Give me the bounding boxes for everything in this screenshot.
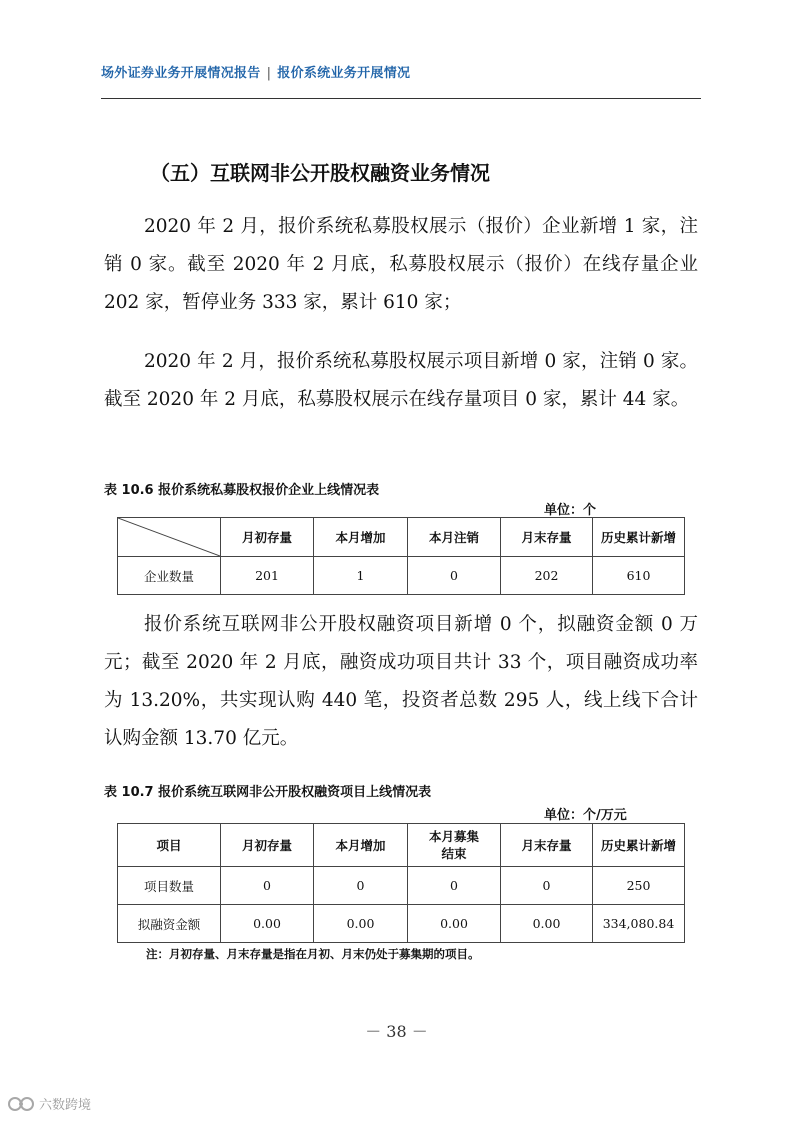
table-cell: 334,080.84 (593, 905, 685, 943)
running-header (101, 62, 410, 81)
header-separator: | (266, 66, 272, 81)
table-cell: 610 (593, 557, 685, 595)
table-header-row (118, 518, 685, 557)
table-cell: 0 (314, 867, 408, 905)
column-header: 本月募集结束 (408, 824, 501, 867)
column-header: 历史累计新增 (593, 824, 685, 867)
table-header-row (118, 824, 685, 867)
table-cell: 201 (221, 557, 314, 595)
paragraph: 报价系统互联网非公开股权融资项目新增 0 个，拟融资金额 0 万元；截至 2020 年 2 月底，融资成功项目共计 33 个，项目融资成功率为 13.20%，共实现认购 440 笔，投资者总数 295 人，线上线下合计认购金额 13.70 亿元。 (104, 614, 698, 749)
table-cell: 0.00 (501, 905, 593, 943)
table-cell: 0 (221, 867, 314, 905)
column-header: 本月注销 (408, 518, 501, 557)
table-cell: 0.00 (314, 905, 408, 943)
row-label: 拟融资金额 (118, 905, 221, 943)
table-cell: 0 (408, 867, 501, 905)
table-cell: 0.00 (408, 905, 501, 943)
table-caption: 表 10.7 报价系统互联网非公开股权融资项目上线情况表 (104, 785, 432, 800)
table-caption: 表 10.6 报价系统私募股权报价企业上线情况表 (104, 483, 380, 498)
table-cell: 0.00 (221, 905, 314, 943)
financing-project-table (117, 823, 685, 943)
row-label: 项目数量 (118, 867, 221, 905)
diagonal-corner-cell (118, 518, 221, 557)
table-cell: 202 (501, 557, 593, 595)
column-header: 历史累计新增 (593, 518, 685, 557)
table-unit: 单位：个 (544, 503, 597, 518)
page-number: － 38 － (365, 1022, 428, 1041)
table-cell: 250 (593, 867, 685, 905)
paragraph: 2020 年 2 月，报价系统私募股权展示（报价）企业新增 1 家，注销 0 家。截至 2020 年 2 月底，私募股权展示（报价）在线存量企业 202 家，暂停业务 333 家，累计 610 家； (104, 216, 698, 313)
table-row (118, 557, 685, 595)
table-cell: 0 (408, 557, 501, 595)
table-unit: 单位：个/万元 (544, 808, 627, 823)
watermark-text: 六数跨境 (39, 1098, 92, 1113)
enterprise-listing-table (117, 517, 685, 595)
table-row (118, 867, 685, 905)
watermark (8, 1094, 91, 1113)
column-header: 月末存量 (501, 824, 593, 867)
column-header: 本月增加 (314, 824, 408, 867)
table-row (118, 905, 685, 943)
diagonal-line (118, 518, 220, 556)
table-note: 注：月初存量、月末存量是指在月初、月末仍处于募集期的项目。 (146, 947, 480, 961)
paragraph: 2020 年 2 月，报价系统私募股权展示项目新增 0 家，注销 0 家。截至 2020 年 2 月底，私募股权展示在线存量项目 0 家，累计 44 家。 (104, 351, 698, 410)
section-title: （五）互联网非公开股权融资业务情况 (150, 161, 490, 185)
header-divider (101, 98, 701, 99)
row-label: 企业数量 (118, 557, 221, 595)
table-cell: 0 (501, 867, 593, 905)
column-header: 月初存量 (221, 518, 314, 557)
column-header: 月初存量 (221, 824, 314, 867)
header-chapter-title: 报价系统业务开展情况 (277, 66, 411, 81)
column-header: 项目 (118, 824, 221, 867)
column-header: 月末存量 (501, 518, 593, 557)
header-report-title: 场外证券业务开展情况报告 (101, 66, 261, 81)
brand-logo-icon (8, 1095, 36, 1113)
column-header: 本月增加 (314, 518, 408, 557)
table-cell: 1 (314, 557, 408, 595)
